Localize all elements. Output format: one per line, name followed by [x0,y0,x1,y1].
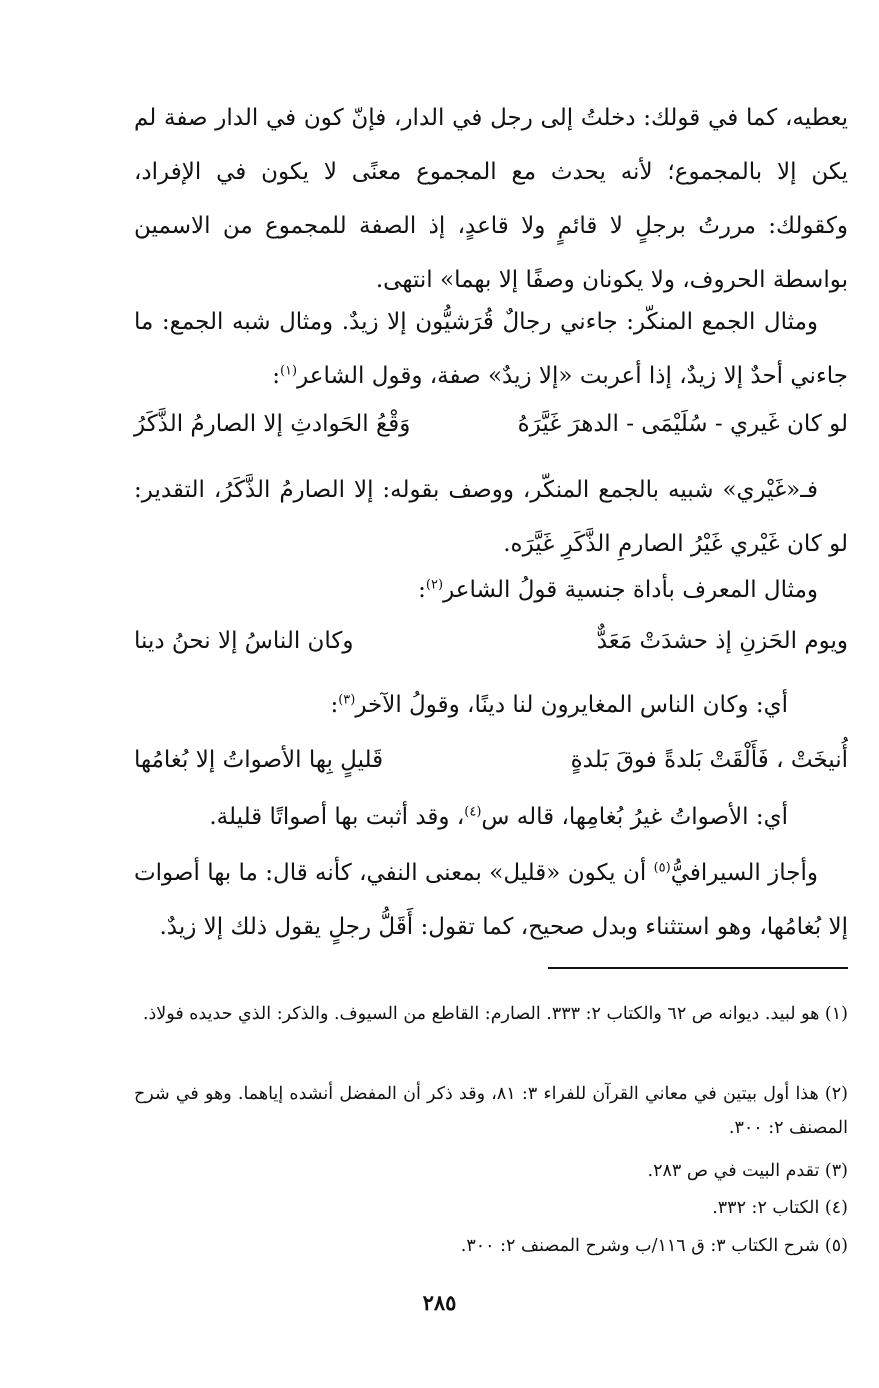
paragraph-6-text: أي: الأصواتُ غيرُ بُغامِها، قاله س [481,804,788,830]
paragraph-4-colon: : [418,577,426,603]
verse-3-second-hemistich: قَليلٍ بِها الأصواتُ إلا بُغامُها [134,747,384,773]
footnote-ref-2[interactable]: (٢) [425,577,444,593]
paragraph-5-colon: : [330,692,339,718]
paragraph-5 [134,678,848,732]
footnote-ref-1[interactable]: (١) [279,363,298,379]
paragraph-2 [134,295,848,403]
verse-1-first-hemistich: لو كان غَيري - سُلَيْمَى - الدهرَ غَيَّرَهُ [517,411,848,437]
paragraph-4-text: ومثال المعرف بأداة جنسية قولُ الشاعر [443,577,818,603]
paragraph-6 [134,790,848,844]
footnote-3: (٣) تقدم البيت في ص ٢٨٣. [647,1161,848,1181]
footnote-4: (٤) الكتاب ٢: ٣٣٢. [712,1198,848,1218]
verse-2 [134,614,848,668]
verse-2-second-hemistich: وكان الناسُ إلا نحنُ دينا [134,628,354,654]
footnote-1: (١) هو لبيد. ديوانه ص ٦٢ والكتاب ٢: ٣٣٣. الصارم: القاطع من السيوف. والذكر: الذي حديده فولاذ. [142,1004,848,1024]
footnote-2: (٢) هذا أول بيتين في معاني القرآن للفراء ٣: ٨١، وقد ذكر أن المفضل أنشده إياهما. وهو في شرح المصنف ٢: ٣٠٠. [134,1084,848,1138]
footnote-ref-3[interactable]: (٣) [338,692,356,708]
paragraph-3-text: فـ«غَيْري» شبيه بالجمع المنكّر، ووصف بقوله: إلا الصارمُ الذَّكَرُ، التقدير: لو كان غَيْري غَيْرُ الصارمِ الذَّكَرِ غَيَّرَه. [134,477,848,557]
footnote-5: (٥) شرح الكتاب ٣: ق ١١٦/ب وشرح المصنف ٢: ٣٠٠. [460,1236,848,1256]
paragraph-5-text: أي: وكان الناس المغايرون لنا دينًا، وقولُ الآخر [355,692,788,718]
footnote-ref-5[interactable]: (٥) [653,860,671,876]
footnote-ref-4[interactable]: (٤) [464,804,482,820]
paragraph-4 [134,563,848,617]
verse-1-second-hemistich: وَقْعُ الحَوادثِ إلا الصارمُ الذَّكَرُ [134,411,411,437]
footnote-separator [548,967,848,969]
paragraph-1-text: يعطيه، كما في قولك: دخلتُ إلى رجل في الدار، فإنّ كون في الدار صفة لم يكن إلا بالمجموع؛ لأنه يحدث مع المجموع معنًى لا يكون في الإفراد، وكقولك: مررتُ برجلٍ لا قائمٍ ولا قاعدٍ، إذ الصفة للمجموع من الاسمين بواسطة الحروف، ولا يكونان وصفًا إلا بهما» انتهى. [134,105,848,293]
verse-2-first-hemistich: ويوم الحَزنِ إذ حشدَتْ مَعَدٌّ [596,628,848,654]
paragraph-7 [134,846,848,954]
paragraph-2-text: ومثال الجمع المنكّر: جاءني رجالٌ قُرَشيُّون إلا زيدٌ. ومثال شبه الجمع: ما جاءني أحدٌ إلا زيدٌ، إذا أعربت «إلا زيدٌ» صفة، وقول الشاعر [134,309,848,389]
page-number: ٢٨٥ [422,1290,457,1315]
paragraph-7-text-b: أن يكون «قليل» بمعنى النفي، كأنه قال: ما بها أصوات إلا بُغامُها، وهو استثناء وبدل صحيح، كما تقول: أَقَلُّ رجلٍ يقول ذلك إلا زيدٌ. [134,860,848,940]
paragraph-7-text-a: وأجاز السيرافيُّ [670,860,818,886]
paragraph-3 [134,463,848,571]
paragraph-2-colon: : [272,363,280,389]
paragraph-6-end: ، وقد أثبت بها أصواتًا قليلة. [209,804,465,830]
verse-3-first-hemistich: أُنيخَتْ ، فَأَلْقَتْ بَلدةً فوقَ بَلدةٍ [570,747,848,773]
verse-1 [134,397,848,451]
paragraph-1 [134,91,848,307]
verse-3 [134,733,848,787]
